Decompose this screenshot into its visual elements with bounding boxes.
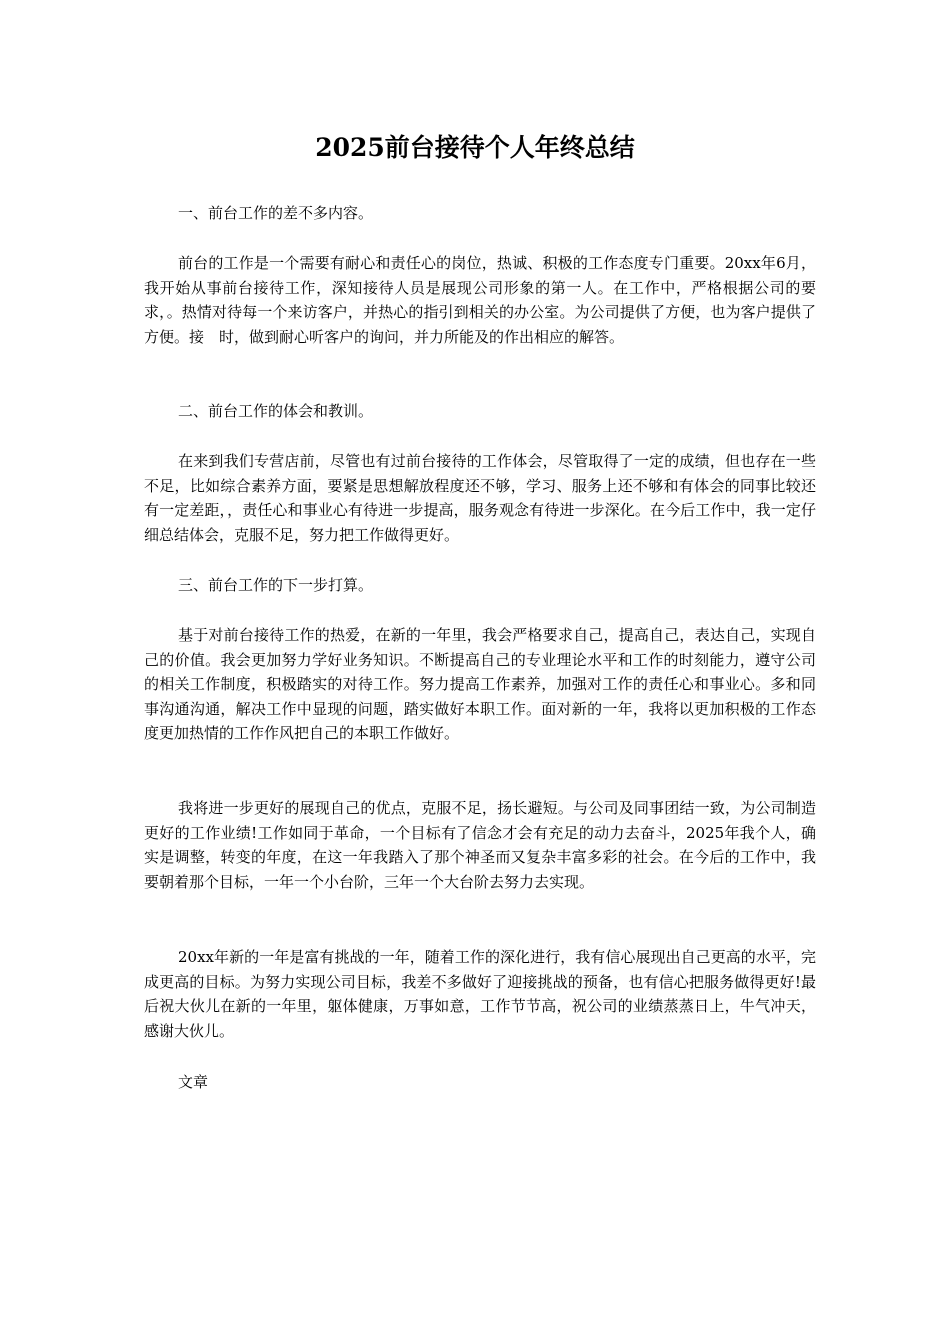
section-heading-2: 二、前台工作的体会和教训。 (178, 402, 374, 420)
paragraph-2: 在来到我们专营店前，尽管也有过前台接待的工作体会，尽管取得了一定的成绩，但也存在一些不足，比如综合素养方面，要紧是思想解放程度还不够，学习、服务上还不够和有体会的同事比较还有一定差距，，责任心和事业心有待进一步提高，服务观念有待进一步深化。在今后工作中，我一定仔细总结体会，克服不足，努力把工作做得更好。 (144, 452, 816, 544)
footer-label: 文章 (178, 1073, 209, 1091)
paragraph-5: 20xx年新的一年是富有挑战的一年，随着工作的深化进行，我有信心展现出自己更高的水平，完成更高的目标。为努力实现公司目标，我差不多做好了迎接挑战的预备，也有信心把服务做得更好!最后祝大伙儿在新的一年里，躯体健康，万事如意，工作节节高，祝公司的业绩蒸蒸日上，牛气冲天，感谢大伙儿。 (144, 948, 816, 1040)
paragraph-1: 前台的工作是一个需要有耐心和责任心的岗位，热诚、积极的工作态度专门重要。20xx年6月，我开始从事前台接待工作，深知接待人员是展现公司形象的第一人。在工作中，严格根据公司的要求，。热情对待每一个来访客户，并热心的指引到相关的办公室。为公司提供了方便，也为客户提供了方便。接 时，做到耐心听客户的询问，并力所能及的作出相应的解答。 (144, 254, 816, 346)
paragraph-4: 我将进一步更好的展现自己的优点，克服不足，扬长避短。与公司及同事团结一致，为公司制造更好的工作业绩!工作如同于革命，一个目标有了信念才会有充足的动力去奋斗，2025年我个人，确实是调整，转变的年度，在这一年我踏入了那个神圣而又复杂丰富多彩的社会。在今后的工作中，我要朝着那个目标，一年一个小台阶，三年一个大台阶去努力去实现。 (144, 799, 816, 891)
paragraph-3: 基于对前台接待工作的热爱，在新的一年里，我会严格要求自己，提高自己，表达自己，实现自己的价值。我会更加努力学好业务知识。不断提高自己的专业理论水平和工作的时刻能力，遵守公司的相关工作制度，积极踏实的对待工作。努力提高工作素养，加强对工作的责任心和事业心。多和同事沟通沟通，解决工作中显现的问题，踏实做好本职工作。面对新的一年，我将以更加积极的工作态度更加热情的工作作风把自己的本职工作做好。 (144, 626, 816, 742)
section-heading-3: 三、前台工作的下一步打算。 (178, 576, 374, 594)
section-heading-1: 一、前台工作的差不多内容。 (178, 204, 374, 222)
document-title: 2025前台接待个人年终总结 (315, 133, 635, 162)
